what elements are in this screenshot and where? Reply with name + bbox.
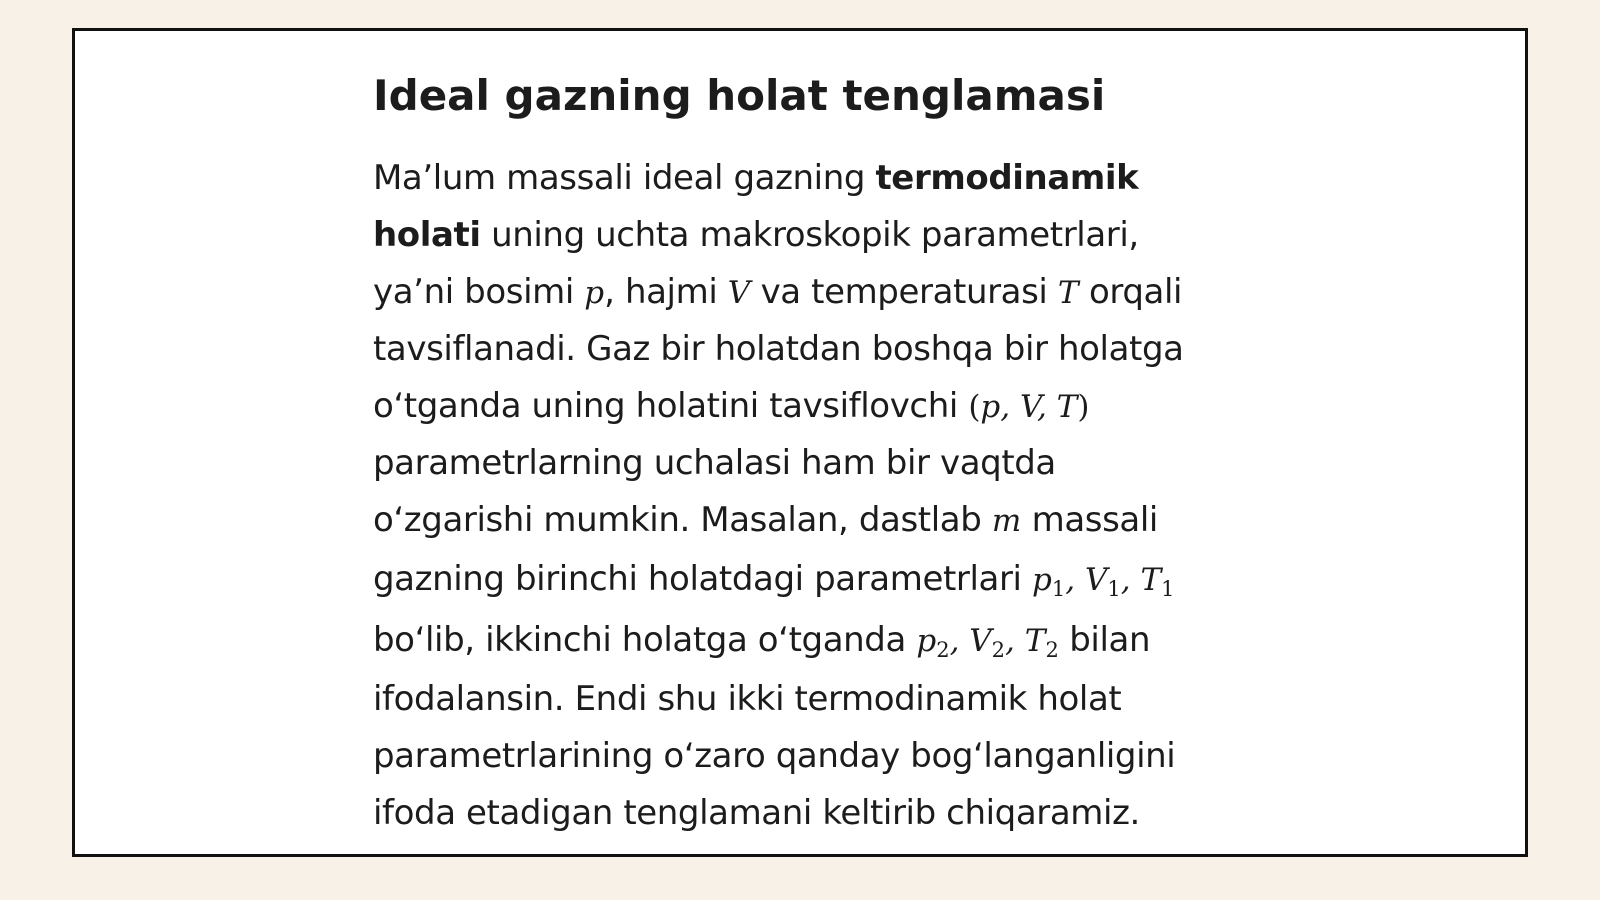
math-t: T [1140, 562, 1162, 598]
text-line-10: ifodalansin. Endi shu ikki termodinamik holat [373, 679, 1122, 719]
text-line-3 [373, 264, 1273, 321]
subscript: 1 [1161, 577, 1175, 601]
text-line-4: tavsiflanadi. Gaz bir holatdan boshqa bir holatga [373, 329, 1184, 369]
text-line-12: ifoda etadigan tenglamani keltirib chiqaramiz. [373, 793, 1140, 833]
math-separator: , [1120, 562, 1141, 598]
subscript: 2 [1045, 638, 1059, 662]
text-line-2 [373, 207, 1273, 264]
text-line-7 [373, 492, 1273, 549]
math-tuple-pvt: (p, V, T) [968, 389, 1090, 425]
math-v: V [1084, 562, 1108, 598]
math-variable-t: T [1057, 275, 1079, 311]
text-run: gazning birinchi holatdagi parametrlari [373, 559, 1033, 599]
math-t: T [1024, 623, 1046, 659]
text-line-5 [373, 378, 1273, 435]
subscript: 1 [1107, 577, 1121, 601]
text-run: bo‘lib, ikkinchi holatga o‘tganda [373, 620, 917, 660]
text-run: Ma’lum massali ideal gazning [373, 158, 876, 198]
math-variable-m: m [991, 503, 1022, 539]
text-card [72, 28, 1528, 857]
math-variable-p: p [584, 275, 605, 311]
text-line-8 [373, 549, 1273, 610]
bold-term: holati [373, 215, 481, 255]
bold-term: termodinamik [875, 158, 1139, 198]
paragraph [373, 150, 1273, 842]
page-title: Ideal gazning holat tenglamasi [373, 71, 1106, 120]
subscript: 1 [1051, 577, 1066, 601]
text-run: va temperaturasi [750, 272, 1058, 312]
math-separator: , [1005, 623, 1025, 659]
text-line-1 [373, 150, 1273, 207]
text-run: massali [1021, 500, 1158, 540]
math-tuple-content: p, V, T [980, 389, 1078, 425]
math-separator: , [949, 623, 970, 659]
subscript: 2 [991, 638, 1006, 662]
math-p: p [916, 623, 937, 659]
text-line-11: parametrlarining o‘zaro qanday bog‘langanligini [373, 736, 1176, 776]
text-run: bilan [1058, 620, 1151, 660]
math-v: V [969, 623, 992, 659]
content-column [373, 66, 1273, 842]
math-separator: , [1065, 562, 1085, 598]
text-run: o‘zgarishi mumkin. Masalan, dastlab [373, 500, 992, 540]
subscript: 2 [936, 638, 950, 662]
text-run: orqali [1078, 272, 1183, 312]
text-run: ya’ni bosimi [373, 272, 585, 312]
text-line-9 [373, 610, 1273, 671]
text-run: , hajmi [604, 272, 728, 312]
math-p: p [1032, 562, 1052, 598]
text-run: uning uchta makroskopik parametrlari, [480, 215, 1139, 255]
math-state-1 [1032, 562, 1175, 601]
text-run: o‘tganda uning holatini tavsiflovchi [373, 386, 969, 426]
math-state-2 [916, 623, 1059, 662]
math-variable-v: V [727, 275, 751, 311]
text-line-6: parametrlarning uchalasi ham bir vaqtda [373, 443, 1056, 483]
